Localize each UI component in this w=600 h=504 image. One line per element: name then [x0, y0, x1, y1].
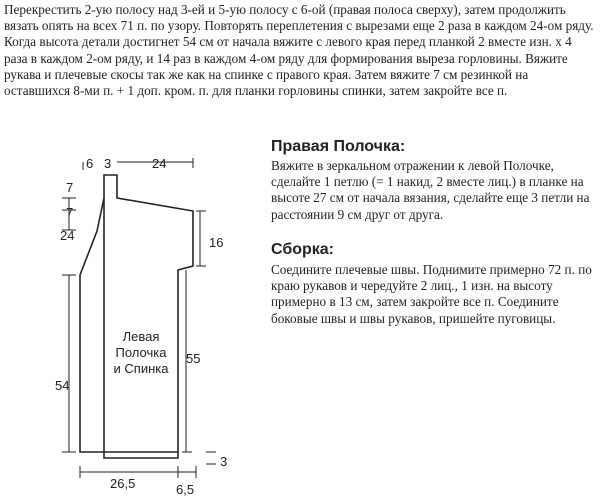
- dimension-lines: [62, 158, 216, 478]
- dim-left-upper: 7: [66, 180, 74, 195]
- garment-outline: [80, 175, 193, 458]
- assembly-heading: Сборка:: [271, 241, 335, 258]
- dim-right-sleeve: 16: [209, 235, 224, 250]
- dim-left-mid: 7: [66, 205, 74, 220]
- dim-top-mid: 3: [104, 156, 112, 171]
- dim-right-body: 55: [186, 351, 201, 366]
- dim-bottom-band: 6,5: [176, 482, 195, 497]
- dim-bottom-width: 26,5: [110, 476, 136, 491]
- right-front-text: Вяжите в зеркальном отражении к левой Полочке, сделайте 1 петлю (= 1 накид, 2 вместе лиц.) в планке на высоте 27 см от начала вязания, сделайте еще 3 петли на расстоянии 9 см друг от друга.: [271, 158, 590, 222]
- intro-paragraph: Перекрестить 2-ую полосу над 3-ей и 5-ую полосу с 6-ой (правая полоса сверху), затем продолжить вязать опять на всех 71 п. по узору. Повторять переплетения с вырезами еще 2 раза в каждом 24-ом ряду. Когда высота детали достигнет 54 см от начала вяжите с левого края перед планкой 2 вместе изн. х 4 раза в каждом 2-ом ряду, и 14 раз в каждом 4-ом ряду для формирования выреза горловины. Вяжите рукава и плечевые скосы так же как на спинке с правого края. Затем вяжите 7 см резинкой на оставшихся 8-ми п. + 1 доп. кром. п. для планки горловины спинки, затем закройте все п.: [4, 2, 594, 99]
- dim-bottom-ribbing: 3: [220, 454, 228, 469]
- piece-label-line-3: и Спинка: [113, 361, 169, 376]
- right-front-heading: Правая Полочка:: [271, 138, 406, 155]
- dim-top-left: 6: [86, 156, 94, 171]
- dim-left-body: 54: [55, 378, 70, 393]
- dim-top-right: 24: [152, 156, 167, 171]
- piece-label-line-1: Левая: [122, 329, 160, 344]
- dim-left-neck: 24: [60, 228, 75, 243]
- assembly-text: Соедините плечевые швы. Поднимите примерно 72 п. по краю рукавов и чередуйте 2 лиц., 1 изн. на высоту примерно в 13 см, затем закройте все п. Соедините боковые швы и швы рукавов, пришейте пуговицы.: [271, 262, 592, 326]
- piece-label-line-2: Полочка: [115, 345, 167, 360]
